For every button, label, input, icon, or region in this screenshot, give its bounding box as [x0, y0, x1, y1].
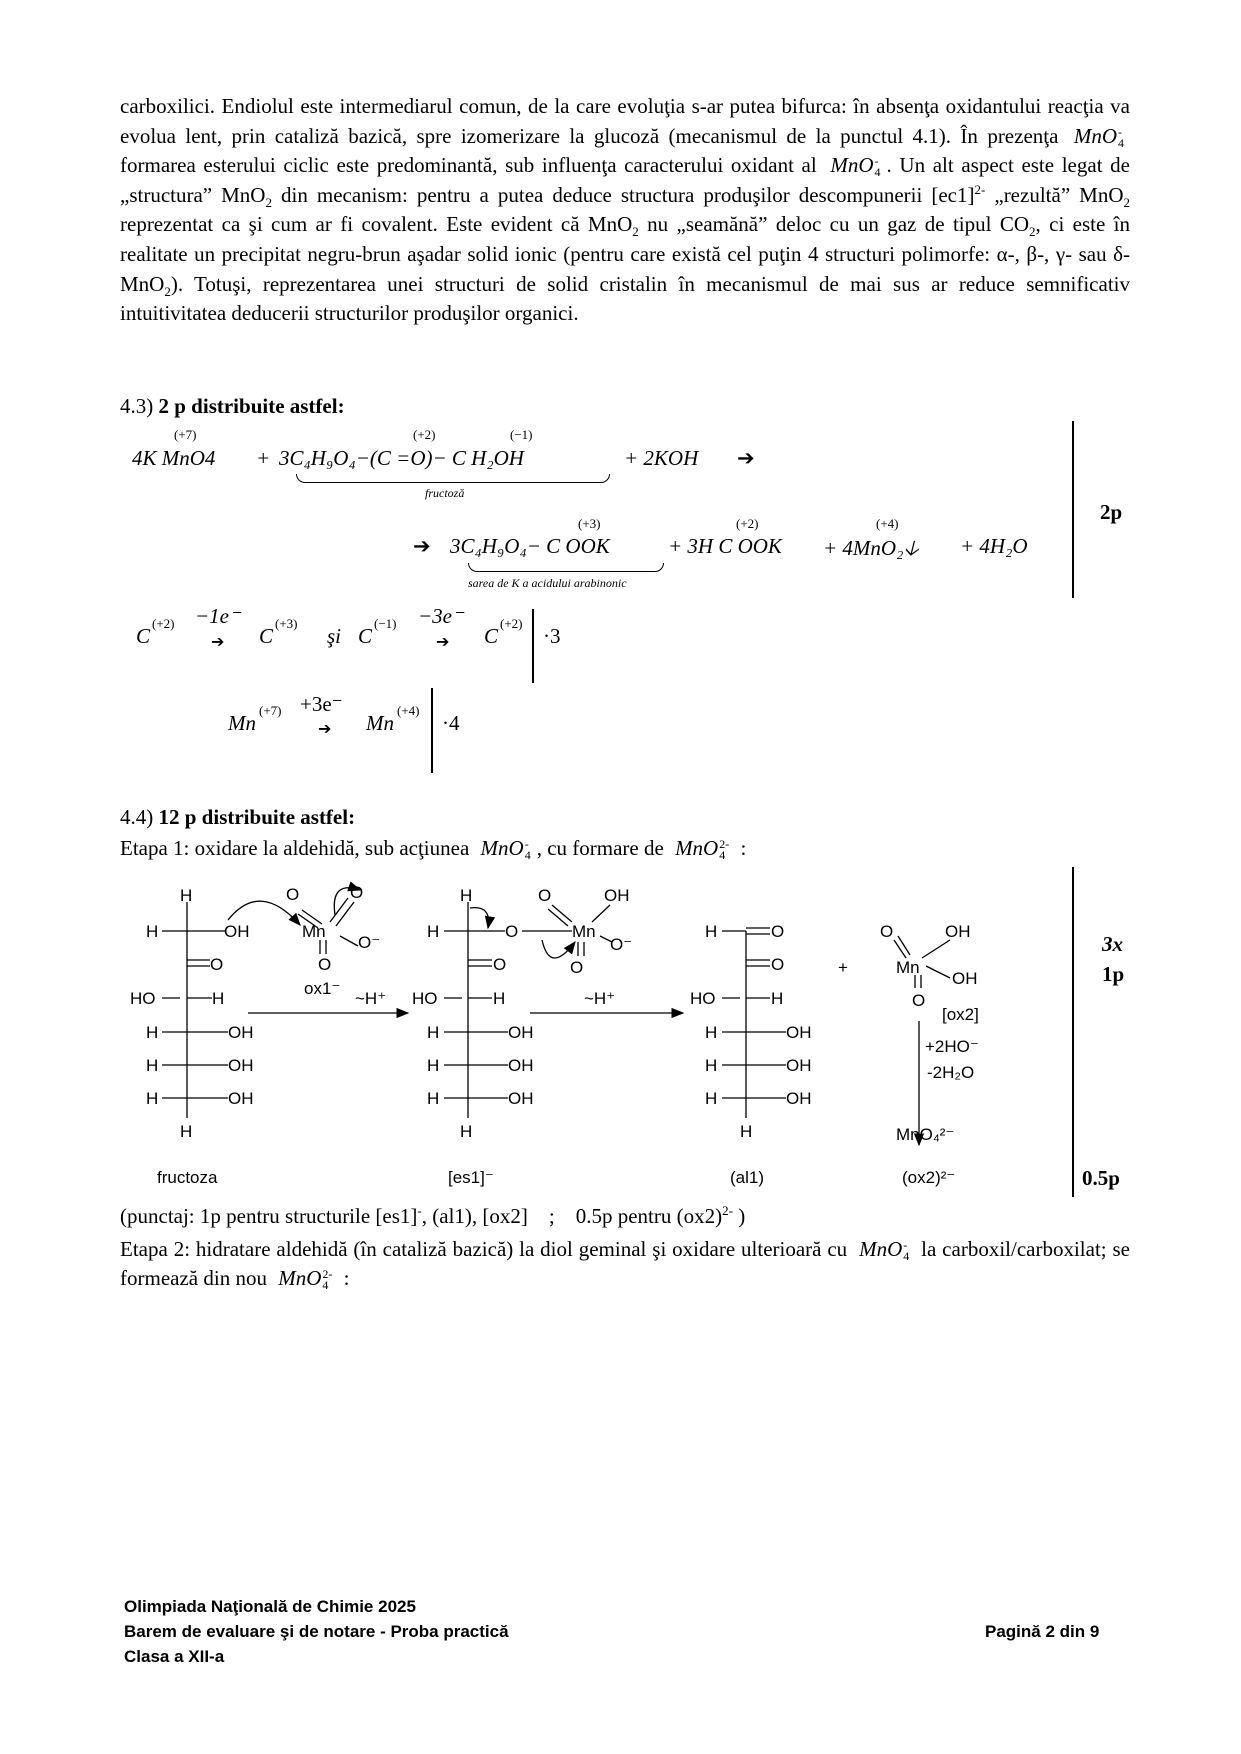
- arrow-icon: ➔: [211, 634, 225, 651]
- oxidation-state: (+2): [152, 616, 175, 631]
- subscript: 2: [632, 224, 639, 240]
- subscript: 2: [1029, 224, 1036, 240]
- superscript: 2-: [974, 181, 986, 197]
- atom-label: Mn: [572, 922, 596, 941]
- atom-label: H: [427, 1056, 440, 1075]
- atom-label: H: [740, 1122, 753, 1141]
- atom: Mn: [228, 711, 256, 735]
- mno4-formula: MnO - 4: [480, 836, 531, 863]
- arrow-icon: ➔: [737, 446, 755, 470]
- etapa-2-text: Etapa 2: hidratare aldehidă (în cataliză bazică) la diol geminal şi oxidare ulterioară cu MnO - 4 la carboxil/carboxilat; se formează din nou MnO 2- 4 :: [120, 1237, 1130, 1293]
- oxidation-state: (−1): [510, 427, 533, 442]
- brace-label: sarea de K a acidului arabinonic: [468, 576, 627, 590]
- eq-term: 4K MnO4: [132, 446, 216, 470]
- atom-label: H: [146, 1056, 159, 1075]
- atom-label: OH: [786, 1056, 812, 1075]
- conjunction: şi: [327, 624, 342, 648]
- electron-transfer: −1e⁻: [195, 604, 241, 628]
- reagent-label: -2H₂O: [927, 1063, 975, 1082]
- atom-label: H: [180, 886, 193, 905]
- atom: Mn: [366, 711, 394, 735]
- atom-label: OH: [508, 1023, 534, 1042]
- atom-label: OH: [228, 1056, 254, 1075]
- multiplier: ·3: [543, 624, 561, 648]
- diagram-labels: [130, 883, 979, 1187]
- subscript: 2: [1123, 194, 1130, 210]
- atom-label: HO: [130, 989, 156, 1008]
- atom: C: [259, 624, 274, 648]
- arrow-icon: ➔: [413, 534, 431, 558]
- mno4-formula: MnO - 4: [830, 153, 881, 180]
- atom-label: O: [880, 922, 894, 941]
- oxidation-state: (+7): [174, 427, 197, 442]
- atom-label: O: [350, 883, 364, 902]
- atom-label: O: [318, 955, 332, 974]
- score-0-5p: 0.5p: [1082, 1166, 1120, 1190]
- atom-label: OH: [224, 922, 250, 941]
- atom-label: Mn: [896, 958, 920, 977]
- eq-term: + 2KOH: [624, 446, 699, 470]
- atom-label: O: [210, 955, 224, 974]
- compound-name: fructoza: [157, 1168, 218, 1187]
- section-4-3-heading: 4.3) 2 p distribuite astfel:: [120, 394, 345, 418]
- mno4-formula: MnO - 4: [1073, 123, 1124, 150]
- atom-label: O: [538, 886, 552, 905]
- atom-label: H: [146, 1023, 159, 1042]
- atom-label: OH: [228, 1089, 254, 1108]
- atom-label: O: [570, 958, 584, 977]
- atom-label: OH: [786, 1089, 812, 1108]
- eq-term: 3C₄H₉O₄− C OOK: [450, 534, 610, 558]
- text: , ci este în realitate un precipitat negru-brun aşadar solid ionic (pentru care există cel puţin 4 structuri polimorfe: α-, β-, γ- sau δ-MnO: [120, 212, 1131, 296]
- oxidation-state: (+2): [500, 616, 523, 631]
- atom-label: O: [286, 885, 300, 904]
- proton-shift-label: ~H⁺: [355, 989, 387, 1008]
- page-number: Pagină 2 din 9: [985, 1622, 1100, 1641]
- atom-label: Mn: [302, 922, 326, 941]
- atom-label: OH: [945, 922, 971, 941]
- mno4-formula: MnO - 4: [859, 1237, 910, 1264]
- atom-label: H: [180, 1122, 193, 1141]
- compound-name: (ox2)²⁻: [902, 1168, 956, 1187]
- atom-label: H: [146, 1089, 159, 1108]
- atom-label: HO: [412, 989, 438, 1008]
- oxidation-state: (+2): [736, 516, 759, 531]
- punctaj-note: (punctaj: 1p pentru structurile [es1]-, (al1), [ox2] ; 0.5p pentru $(ox2)^{2-}$ ): [120, 1203, 746, 1228]
- eq-term: + 4H₂O: [960, 534, 1028, 558]
- atom-label: H: [705, 922, 718, 941]
- atom-label: O⁻: [610, 935, 633, 954]
- atom-label: H: [460, 886, 473, 905]
- atom-label: OH: [786, 1023, 812, 1042]
- proton-shift-label: ~H⁺: [584, 989, 616, 1008]
- atom-label: O: [771, 955, 785, 974]
- eq-term: + 3H C OOK: [668, 534, 782, 558]
- eq-term: 3C₄H₉O₄−(C =O)− C H₂OH: [279, 446, 524, 470]
- text: nu „seamănă” deloc cu un gaz de tipul CO: [638, 212, 1029, 237]
- text: din mecanism: pentru a putea deduce structura produşilor descompunerii [ec1]: [271, 182, 975, 207]
- atom-label: O: [493, 955, 507, 974]
- score-2p: 2p: [1100, 500, 1123, 524]
- atom-label: O: [771, 922, 785, 941]
- text: carboxilici. Endiolul este intermediarul comun, de la care evoluţia s-ar putea bifurca: în absenţa oxidantului reacţia va evolua lent, prin cataliză bazică, spre izomerizare la glucoză (mecanismul de la punctul 4.1). În prezenţa: [120, 94, 1130, 148]
- atom-label: O⁻: [358, 933, 381, 952]
- electron-transfer: −3e⁻: [418, 604, 464, 628]
- atom-label: O: [912, 991, 926, 1010]
- oxidation-state: (+2): [413, 427, 436, 442]
- multiplier: ·4: [442, 711, 460, 735]
- footer-document: Barem de evaluare şi de notare - Proba practică: [124, 1622, 509, 1641]
- plus-sign: +: [838, 958, 848, 977]
- footer-olympiad: Olimpiada Naţională de Chimie 2025: [124, 1597, 416, 1616]
- arrow-icon: ➔: [436, 634, 450, 651]
- atom-label: H: [427, 1023, 440, 1042]
- atom-label: H: [705, 1023, 718, 1042]
- atom-label: H: [705, 1056, 718, 1075]
- oxidation-state: (+7): [259, 703, 282, 718]
- atom: C: [358, 624, 373, 648]
- atom-label: O: [505, 922, 519, 941]
- oxidation-state: (+3): [578, 516, 601, 531]
- atom-label: OH: [508, 1089, 534, 1108]
- atom-label: OH: [604, 886, 630, 905]
- atom: C: [484, 624, 499, 648]
- atom-label: H: [146, 922, 159, 941]
- atom-label: H: [493, 989, 506, 1008]
- compound-name: [es1]⁻: [448, 1168, 494, 1187]
- mno4-2-formula: MnO 2- 4: [278, 1266, 333, 1293]
- score-multiplier: 3x: [1102, 932, 1123, 956]
- species-label: [ox2]: [942, 1005, 979, 1024]
- atom-label: H: [705, 1089, 718, 1108]
- atom-label: H: [427, 922, 440, 941]
- footer-class: Clasa a XII-a: [124, 1647, 225, 1666]
- atom-label: H: [427, 1089, 440, 1108]
- etapa-1-text: Etapa 1: oxidare la aldehidă, sub acţiunea MnO - 4 , cu formare de MnO 2- 4 :: [120, 836, 747, 863]
- electron-transfer: +3e⁻: [300, 692, 343, 716]
- brace-label: fructoză: [425, 486, 465, 500]
- atom: C: [136, 624, 151, 648]
- atom-label: H: [771, 989, 784, 1008]
- eq-term: +: [256, 446, 271, 470]
- mno4-2-formula: MnO 2- 4: [675, 836, 730, 863]
- subscript: 2: [265, 194, 272, 210]
- score-divider: [1072, 867, 1074, 1197]
- text: „rezultă” MnO: [985, 182, 1124, 207]
- atom-label: H: [212, 989, 225, 1008]
- section-4-4-heading: 4.4) 12 p distribuite astfel:: [120, 805, 356, 829]
- oxidation-state: (−1): [374, 616, 397, 631]
- atom-label: HO: [690, 989, 716, 1008]
- atom-label: H: [460, 1122, 473, 1141]
- arrow-icon: ➔: [318, 721, 332, 738]
- compound-name: (al1): [730, 1168, 765, 1187]
- product-label: MnO₄²⁻: [896, 1125, 955, 1144]
- oxidation-state: (+3): [275, 616, 298, 631]
- score-1p: 1p: [1102, 962, 1125, 986]
- reagent-label: +2HO⁻: [925, 1037, 979, 1056]
- oxidation-state: (+4): [397, 703, 420, 718]
- atom-label: OH: [228, 1023, 254, 1042]
- oxidation-state: (+4): [876, 516, 899, 531]
- species-label: ox1⁻: [304, 979, 341, 998]
- text: formarea esterului ciclic este predominantă, sub influenţa caracterului oxidant al: [120, 153, 817, 178]
- text: . Un alt aspect este legat de „structura” MnO: [120, 153, 1130, 207]
- atom-label: OH: [508, 1056, 534, 1075]
- eq-term: + 4MnO₂🡣: [823, 536, 919, 560]
- text: reprezentat ca şi cum ar fi covalent. Este evident că MnO: [120, 212, 633, 237]
- atom-label: OH: [952, 969, 978, 988]
- subscript: 2: [164, 283, 171, 299]
- text: ). Totuşi, reprezentarea unei structuri de solid cristalin în mecanismul de mai sus ar reduce semnificativ intuitivitatea deducerii structurilor produşilor organici.: [120, 271, 1130, 326]
